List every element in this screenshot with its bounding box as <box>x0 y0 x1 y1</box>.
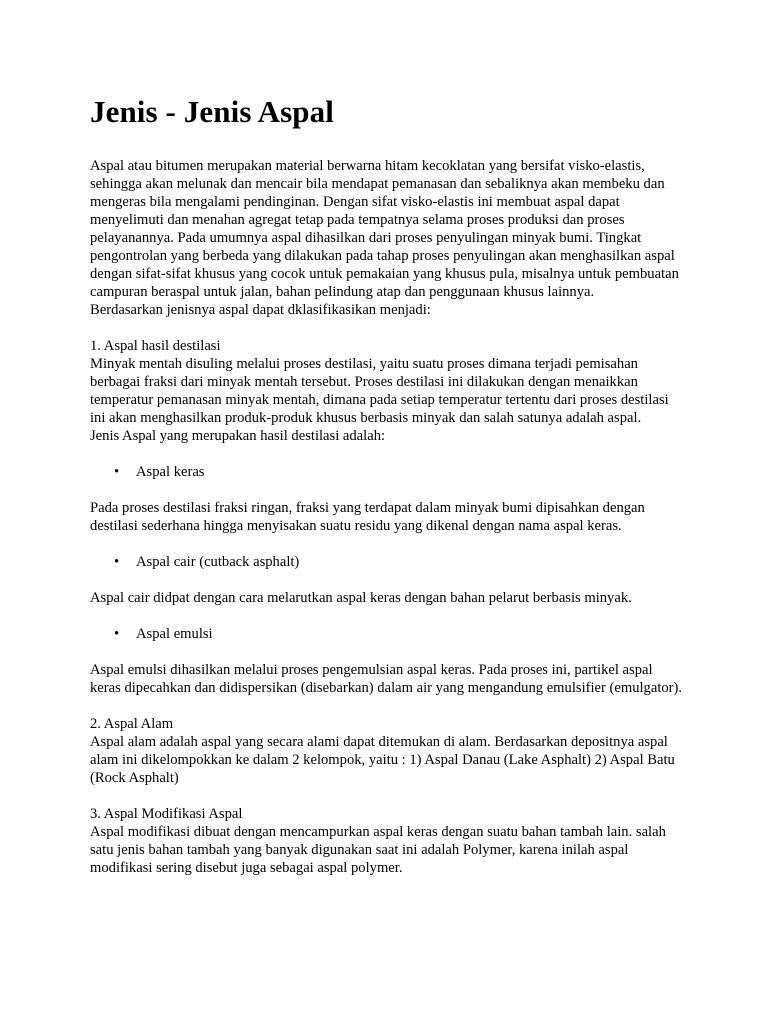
section1-heading: 1. Aspal hasil destilasi <box>90 338 221 354</box>
classification-intro: Berdasarkan jenisnya aspal dapat dklasifikasikan menjadi: <box>90 302 431 318</box>
document-title: Jenis - Jenis Aspal <box>90 94 334 129</box>
section1-list-intro: Jenis Aspal yang merupakan hasil destilasi adalah: <box>90 428 386 444</box>
list-item-label: Aspal cair (cutback asphalt) <box>136 554 300 570</box>
section2-body: Aspal alam adalah aspal yang secara alami dapat ditemukan di alam. Berdasarkan depositnya aspal alam ini dikelompokkan ke dalam 2 kelompok, yaitu : 1) Aspal Danau (Lake Asphalt) 2) Aspal Batu (Rock Asphalt) <box>90 734 675 786</box>
bullet-icon: • <box>114 626 120 642</box>
list-item-label: Aspal emulsi <box>136 626 213 642</box>
section3-heading: 3. Aspal Modifikasi Aspal <box>90 806 243 822</box>
section3-body: Aspal modifikasi dibuat dengan mencampurkan aspal keras dengan suatu bahan tambah lain. salah satu jenis bahan tambah yang banyak digunakan saat ini adalah Polymer, karena inilah aspal modifikasi sering disebut juga sebagai aspal polymer. <box>90 824 666 876</box>
intro-paragraph: Aspal atau bitumen merupakan material berwarna hitam kecoklatan yang bersifat visko-elastis, sehingga akan melunak dan mencair bila mendapat pemanasan dan sebaliknya akan membeku dan mengeras bila mengalami pendinginan. Dengan sifat visko-elastis ini membuat aspal dapat menyelimuti dan menahan agregat tetap pada tempatnya selama proses produksi dan proses pelayanannya. Pada umumnya aspal dihasilkan dari proses penyulingan minyak bumi. Tingkat pengontrolan yang berbeda yang dilakukan pada tahap proses penyulingan akan menghasilkan aspal dengan sifat-sifat khusus yang cocok untuk pemakaian yang khusus pula, misalnya untuk pembuatan campuran beraspal untuk jalan, bahan pelindung atap dan penggunaan khusus lainnya. <box>90 158 679 300</box>
section1-body: Minyak mentah disuling melalui proses destilasi, yaitu suatu proses dimana terjadi pemisahan berbagai fraksi dari minyak mentah tersebut. Proses destilasi ini dilakukan dengan menaikkan temperatur pemanasan minyak mentah, dimana pada setiap temperatur tertentu dari proses destilasi ini akan menghasilkan produk-produk khusus berbasis minyak dan salah satunya adalah aspal. <box>90 356 669 426</box>
document-page <box>90 92 686 877</box>
bullet-icon: • <box>114 554 120 570</box>
distillation-types-list-3 <box>90 625 686 643</box>
distillation-types-list-1 <box>90 463 686 481</box>
aspal-cair-description: Aspal cair didpat dengan cara melarutkan aspal keras dengan bahan pelarut berbasis minyak. <box>90 590 632 606</box>
list-item-aspal-keras <box>90 463 686 481</box>
aspal-keras-description: Pada proses destilasi fraksi ringan, fraksi yang terdapat dalam minyak bumi dipisahkan dengan destilasi sederhana hingga menyisakan suatu residu yang dikenal dengan nama aspal keras. <box>90 500 645 534</box>
list-item-label: Aspal keras <box>136 464 205 480</box>
distillation-types-list-2 <box>90 553 686 571</box>
list-item-aspal-cair <box>90 553 686 571</box>
aspal-emulsi-description: Aspal emulsi dihasilkan melalui proses pengemulsian aspal keras. Pada proses ini, partikel aspal keras dipecahkan dan didispersikan (disebarkan) dalam air yang mengandung emulsifier (emulgator). <box>90 662 683 696</box>
section2-heading: 2. Aspal Alam <box>90 716 174 732</box>
bullet-icon: • <box>114 464 120 480</box>
list-item-aspal-emulsi <box>90 625 686 643</box>
